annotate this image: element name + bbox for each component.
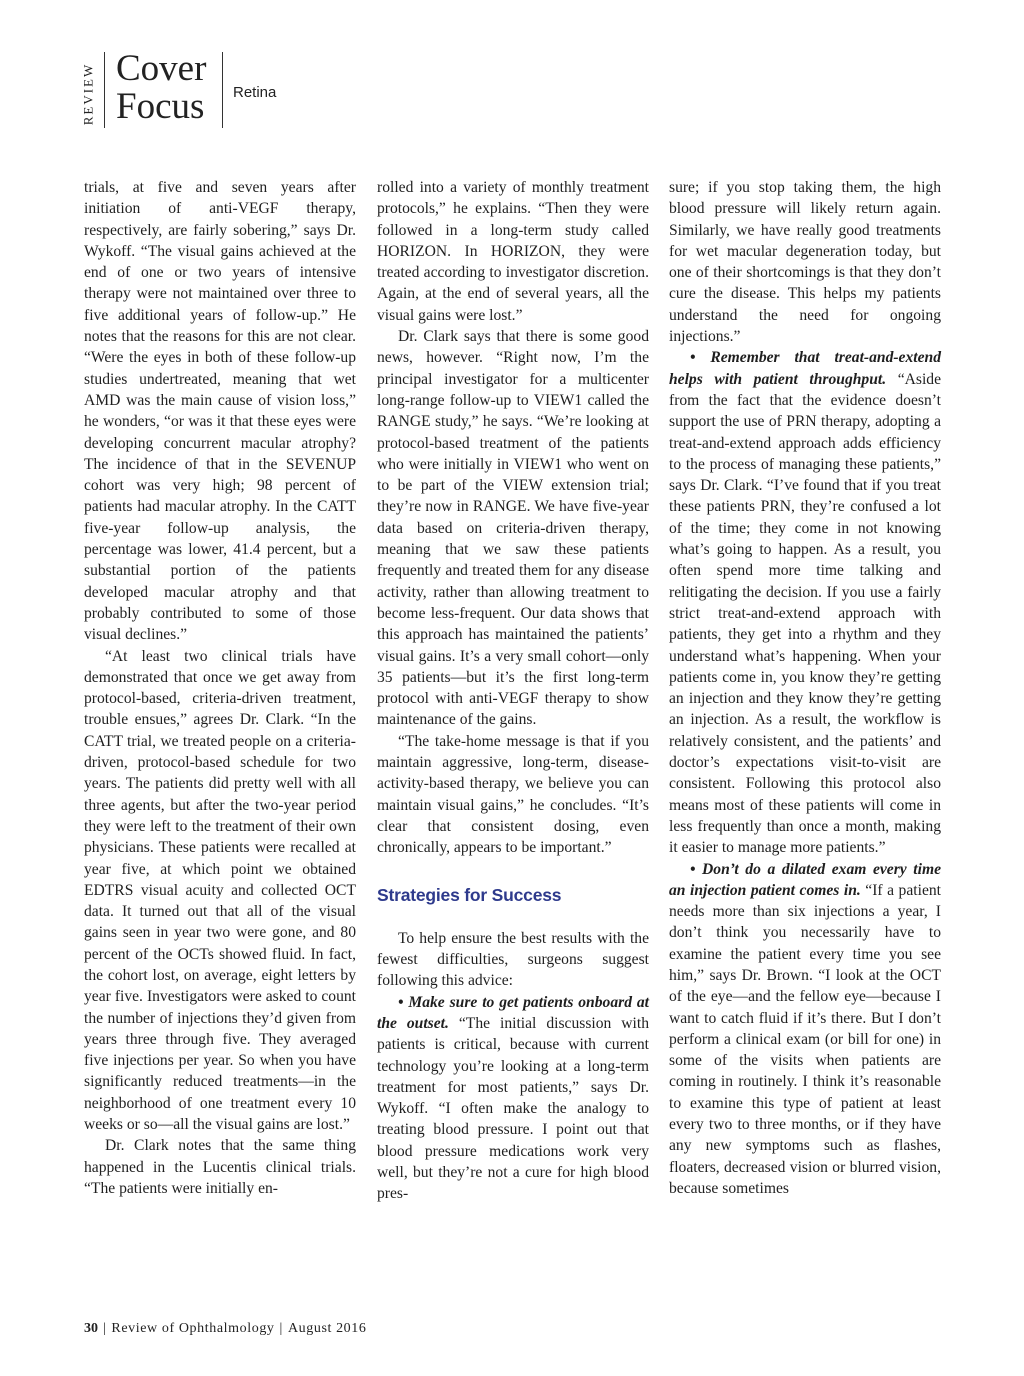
paragraph: sure; if you stop taking them, the high blood pressure will likely return again. Similarly, we have really good treatments for wet macular degeneration today, but one of their shortcomings is that they don’t cure the disease. This helps my patients understand the need for ongoing injections.” <box>669 179 941 346</box>
paragraph: Dr. Clark notes that the same thing happened in the Lucentis clinical trials. “The patients were initially en- <box>84 1137 356 1197</box>
section-label: Retina <box>233 84 277 101</box>
bullet-paragraph <box>377 992 649 1205</box>
text-column-2 <box>377 177 649 1205</box>
page-number: 30 <box>84 1321 98 1336</box>
paragraph: Dr. Clark says that there is some good news, however. “Right now, I’m the principal investigator for a multicenter long-range follow-up to VIEW1 called the RANGE study,” he says. “We’re looking at protocol-based treatment of the patients who were initially in VIEW1 who went on to be part of the VIEW extension trial; they’re now in RANGE. We have five-year data based on criteria-driven therapy, meaning that we saw these patients frequently and treated them for any disease activity, rather than allowing treatment to become less-frequent. Our data shows that this approach has maintained the patients’ visual gains. It’s a very small cohort—only 35 patients—but it’s the first long-term protocol with anti-VEGF therapy to show maintenance of the gains. <box>377 328 649 729</box>
review-label <box>76 58 100 130</box>
header-divider <box>104 52 105 128</box>
section-title <box>116 50 206 126</box>
text-column-1 <box>84 177 356 1199</box>
text-column-3 <box>669 177 941 1199</box>
bullet-text: “The initial discussion with patients is critical, because with current technology you’re looking at a long-term treatment for most patients,” says Dr. Wykoff. “I often make the analogy to treating blood pressure. I point out that blood pressure medications work very well, but they’re not a cure for high blood pres- <box>377 1014 650 1203</box>
footer-separator: | <box>103 1321 107 1336</box>
paragraph: rolled into a variety of monthly treatment protocols,” he explains. “Then they were followed in a long-term study called HORIZON. In HORIZON, they were treated according to investigator discretion. Again, at the end of several years, all the visual gains were lost.” <box>377 179 649 324</box>
bullet-paragraph <box>669 859 941 1200</box>
paragraph: trials, at five and seven years after initiation of anti-VEGF therapy, respectively, are fairly sobering,” says Dr. Wykoff. “The visual gains achieved at the end of one or two years of intensive therapy were not maintained over three to five additional years of follow-up.” He notes that the reasons for this are not clear. “Were the eyes in both of these follow-up studies undertreated, meaning that wet AMD was the main cause of vision loss,” he wonders, “or was it that these eyes were developing concurrent macular atrophy? The incidence of that in the SEVENUP cohort was very high; 98 percent of patients had macular atrophy. In the CATT five-year follow-up analysis, the percentage was lower, 41.4 percent, but a substantial portion of the patients developed macular atrophy and that probably contributed to some of those visual declines.” <box>84 179 356 644</box>
bullet-text: “Aside from the fact that the evidence doesn’t support the use of PRN therapy, adopting a treat-and-extend approach adds efficiency to the process of managing these patients,” says Dr. Clark. “I’ve found that if you treat these patients PRN, they’re confused a lot of the time; they come in not knowing what’s going to happen. As a result, you often spend more time talking and relitigating the decision. If you use a fairly strict treat-and-extend approach with patients, they get into a rhythm and they understand what’s happening. When your patients come in, you know they’re getting an injection and they know they’re getting an injection. As a result, the workflow is relatively consistent, and the patients’ and doctor’s expectations visit-to-visit are consistent. Following this protocol also means most of these patients will come in less frequently than once a month, making it easier to manage more patients.” <box>669 370 942 857</box>
footer-separator: | <box>279 1321 283 1336</box>
bullet-lead: • Don’t do a dilated exam every time an injection patient comes in. <box>669 860 941 899</box>
bullet-paragraph <box>669 347 941 858</box>
issue-date: August 2016 <box>287 1321 367 1336</box>
bullet-lead: • Remember that treat-and-extend helps with patient throughput. <box>669 349 941 388</box>
title-focus: Focus <box>116 86 205 127</box>
paragraph: “At least two clinical trials have demonstrated that once we get away from protocol-based, criteria-driven treatment, trouble ensues,” agrees Dr. Clark. “In the CATT trial, we treated people on a criteria-driven, protocol-based schedule for two years. The patients did pretty well with all three agents, but after the two-year period they were left to the treatment of their own physicians. These patients were recalled at year five, at which point we obtained EDTRS visual acuity and collected OCT data. It turned out that all of the visual gains seen in year two were gone, and 80 percent of the OCTs showed fluid. In fact, the cohort lost, on average, eight letters by year five. Investigators were asked to count the number of injections they’d given from years three through five. They averaged five injections per year. So when you have significantly reduced treatments—in the neighborhood of one treatment every 10 weeks or so—all the visual gains are lost.” <box>84 647 356 1134</box>
header-divider <box>222 52 223 128</box>
bullet-lead: • Make sure to get patients onboard at the outset. <box>377 993 649 1032</box>
page-footer <box>84 1321 367 1337</box>
bullet-text: “If a patient needs more than six injections a year, I don’t think you necessarily have to examine the patient every time you see him,” says Dr. Brown. “I look at the OCT of the eye—and the fellow eye—because I want to catch fluid if it’s there. But I don’t perform a clinical exam (or bill for one) in some of the visits when patients are coming in routinely. I think it’s reasonable to examine this type of patient at least every two to three months, or if they have any new symptoms such as flashes, floaters, decreased vision or blurred vision, because sometimes <box>669 881 941 1197</box>
subhead: Strategies for Success <box>377 884 562 905</box>
journal-name: Review of Ophthalmology <box>111 1321 275 1336</box>
title-cover: Cover <box>116 48 207 89</box>
review-text: REVIEW <box>80 62 96 126</box>
paragraph: “The take-home message is that if you maintain aggressive, long-term, disease-activity-based therapy, we believe you can maintain visual gains,” he concludes. “It’s clear that consistent dosing, even chronically, appears to be important.” <box>377 732 649 857</box>
paragraph: To help ensure the best results with the fewest difficulties, surgeons suggest following this advice: <box>377 929 649 990</box>
